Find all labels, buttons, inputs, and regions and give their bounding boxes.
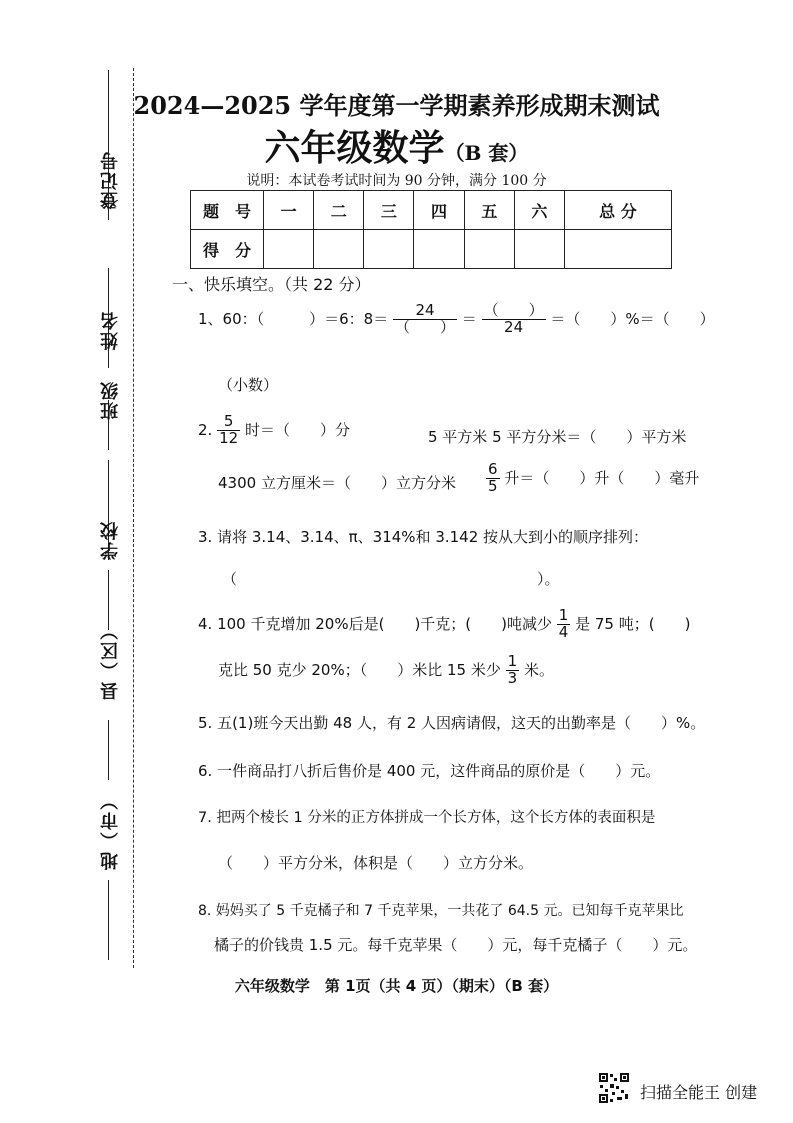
- q3-answer-blank: （ ）。: [222, 570, 560, 588]
- q1-note: （小数）: [218, 376, 279, 394]
- question-4-a: 4. 100 千克增加 20%后是( )千克；( )吨减少 $\frac{1}{4}$ 是 75 吨；( ): [198, 606, 691, 641]
- qr-code-icon: [598, 1072, 630, 1104]
- set-label: （B 套）: [444, 141, 529, 165]
- score-cell[interactable]: [414, 230, 464, 269]
- score-header-cell: 总 分: [564, 191, 671, 230]
- city-rule: [108, 720, 109, 780]
- q1-fraction-2: $\frac{( )}{24}$: [483, 301, 544, 336]
- class-label: 班级: [100, 380, 121, 420]
- score-header-cell: 五: [464, 191, 514, 230]
- question-4-b: 克比 50 克少 20%；（ ）米比 15 米少 $\frac{1}{3}$ 米。: [218, 652, 554, 687]
- q2-fraction-2: $\frac{6}{5}$: [488, 460, 498, 495]
- question-2-d: $\frac{6}{5}$ 升＝（ ）升（ ）毫升: [488, 460, 700, 495]
- question-7-b: （ ）平方分米，体积是（ ）立方分米。: [218, 854, 534, 872]
- exam-subject: [0, 120, 793, 171]
- exam-note: 说明：本试卷考试时间为 90 分钟，满分 100 分: [246, 173, 547, 189]
- question-5: 5. 五(1)班今天出勤 48 人，有 2 人因病请假，这天的出勤率是（ ）%。: [198, 714, 706, 732]
- city-label: 地（市）: [100, 790, 121, 870]
- question-6: 6. 一件商品打八折后售价是 400 元，这件商品的原价是（ ）元。: [198, 762, 661, 780]
- name-label: 姓名: [100, 310, 121, 350]
- score-cell[interactable]: [464, 230, 514, 269]
- score-value-row: [191, 230, 672, 269]
- score-cell[interactable]: [364, 230, 414, 269]
- score-cell[interactable]: [514, 230, 564, 269]
- q4-fraction-1: $\frac{1}{4}$: [558, 606, 569, 641]
- exam-title: 2024—2025 学年度第一学期素养形成期末测试: [133, 91, 660, 120]
- question-2-b: 5 平方米 5 平方分米＝（ ）平方米: [428, 428, 687, 446]
- question-2-a: 2. $\frac{5}{12}$ 时＝（ ）分: [198, 412, 350, 447]
- subject-title: 六年级数学: [264, 127, 445, 169]
- question-7-a: 7. 把两个棱长 1 分米的正方体拼成一个长方体，这个长方体的表面积是: [198, 810, 656, 826]
- q2-fraction-1: $\frac{5}{12}$: [219, 412, 239, 447]
- score-header-cell: 四: [414, 191, 464, 230]
- score-header-row: [191, 191, 672, 230]
- question-8-a: 8. 妈妈买了 5 千克橘子和 7 千克苹果，一共花了 64.5 元。已知每千克苹果比: [198, 903, 684, 919]
- county-label: 县（区）: [100, 620, 121, 700]
- q1-text-c: ＝（ ）%＝（ ）: [550, 309, 715, 328]
- question-8-b: 橘子的价钱贵 1.5 元。每千克苹果（ ）元，每千克橘子（ ）元。: [214, 936, 698, 954]
- bottom-rule: [108, 880, 109, 960]
- score-header-cell: 三: [364, 191, 414, 230]
- score-table: [190, 190, 672, 269]
- score-cell[interactable]: [264, 230, 314, 269]
- score-cell[interactable]: [564, 230, 671, 269]
- section-heading: 一、快乐填空。（共 22 分）: [172, 275, 371, 294]
- score-header-cell: 二: [314, 191, 364, 230]
- score-header-cell: 一: [264, 191, 314, 230]
- question-2-c: 4300 立方厘米＝（ ）立方分米: [218, 474, 456, 492]
- q1-fraction-1: $\frac{24}{( )}$: [395, 301, 456, 336]
- scanner-watermark: 扫描全能王 创建: [640, 1083, 758, 1102]
- question-3: 3. 请将 3.14、3.14、π、314%和 3.142 按从大到小的顺序排列：: [198, 528, 649, 546]
- q1-text-a: 1、60：（ ）＝6：8＝: [198, 309, 389, 328]
- score-cell[interactable]: [314, 230, 364, 269]
- score-header-cell: 题 号: [191, 191, 264, 230]
- score-header-cell: 六: [514, 191, 564, 230]
- score-row-label: 得 分: [191, 230, 264, 269]
- school-label: 学校: [100, 520, 121, 560]
- q4-fraction-2: $\frac{1}{3}$: [507, 652, 518, 687]
- page-footer: 六年级数学 第 1页（共 4 页）（期末）（B 套）: [234, 977, 559, 995]
- question-1: [198, 303, 715, 336]
- q1-text-b: ＝: [461, 309, 477, 328]
- binding-dashed-line: [133, 68, 134, 968]
- reg-no-label: 登记号: [100, 150, 121, 210]
